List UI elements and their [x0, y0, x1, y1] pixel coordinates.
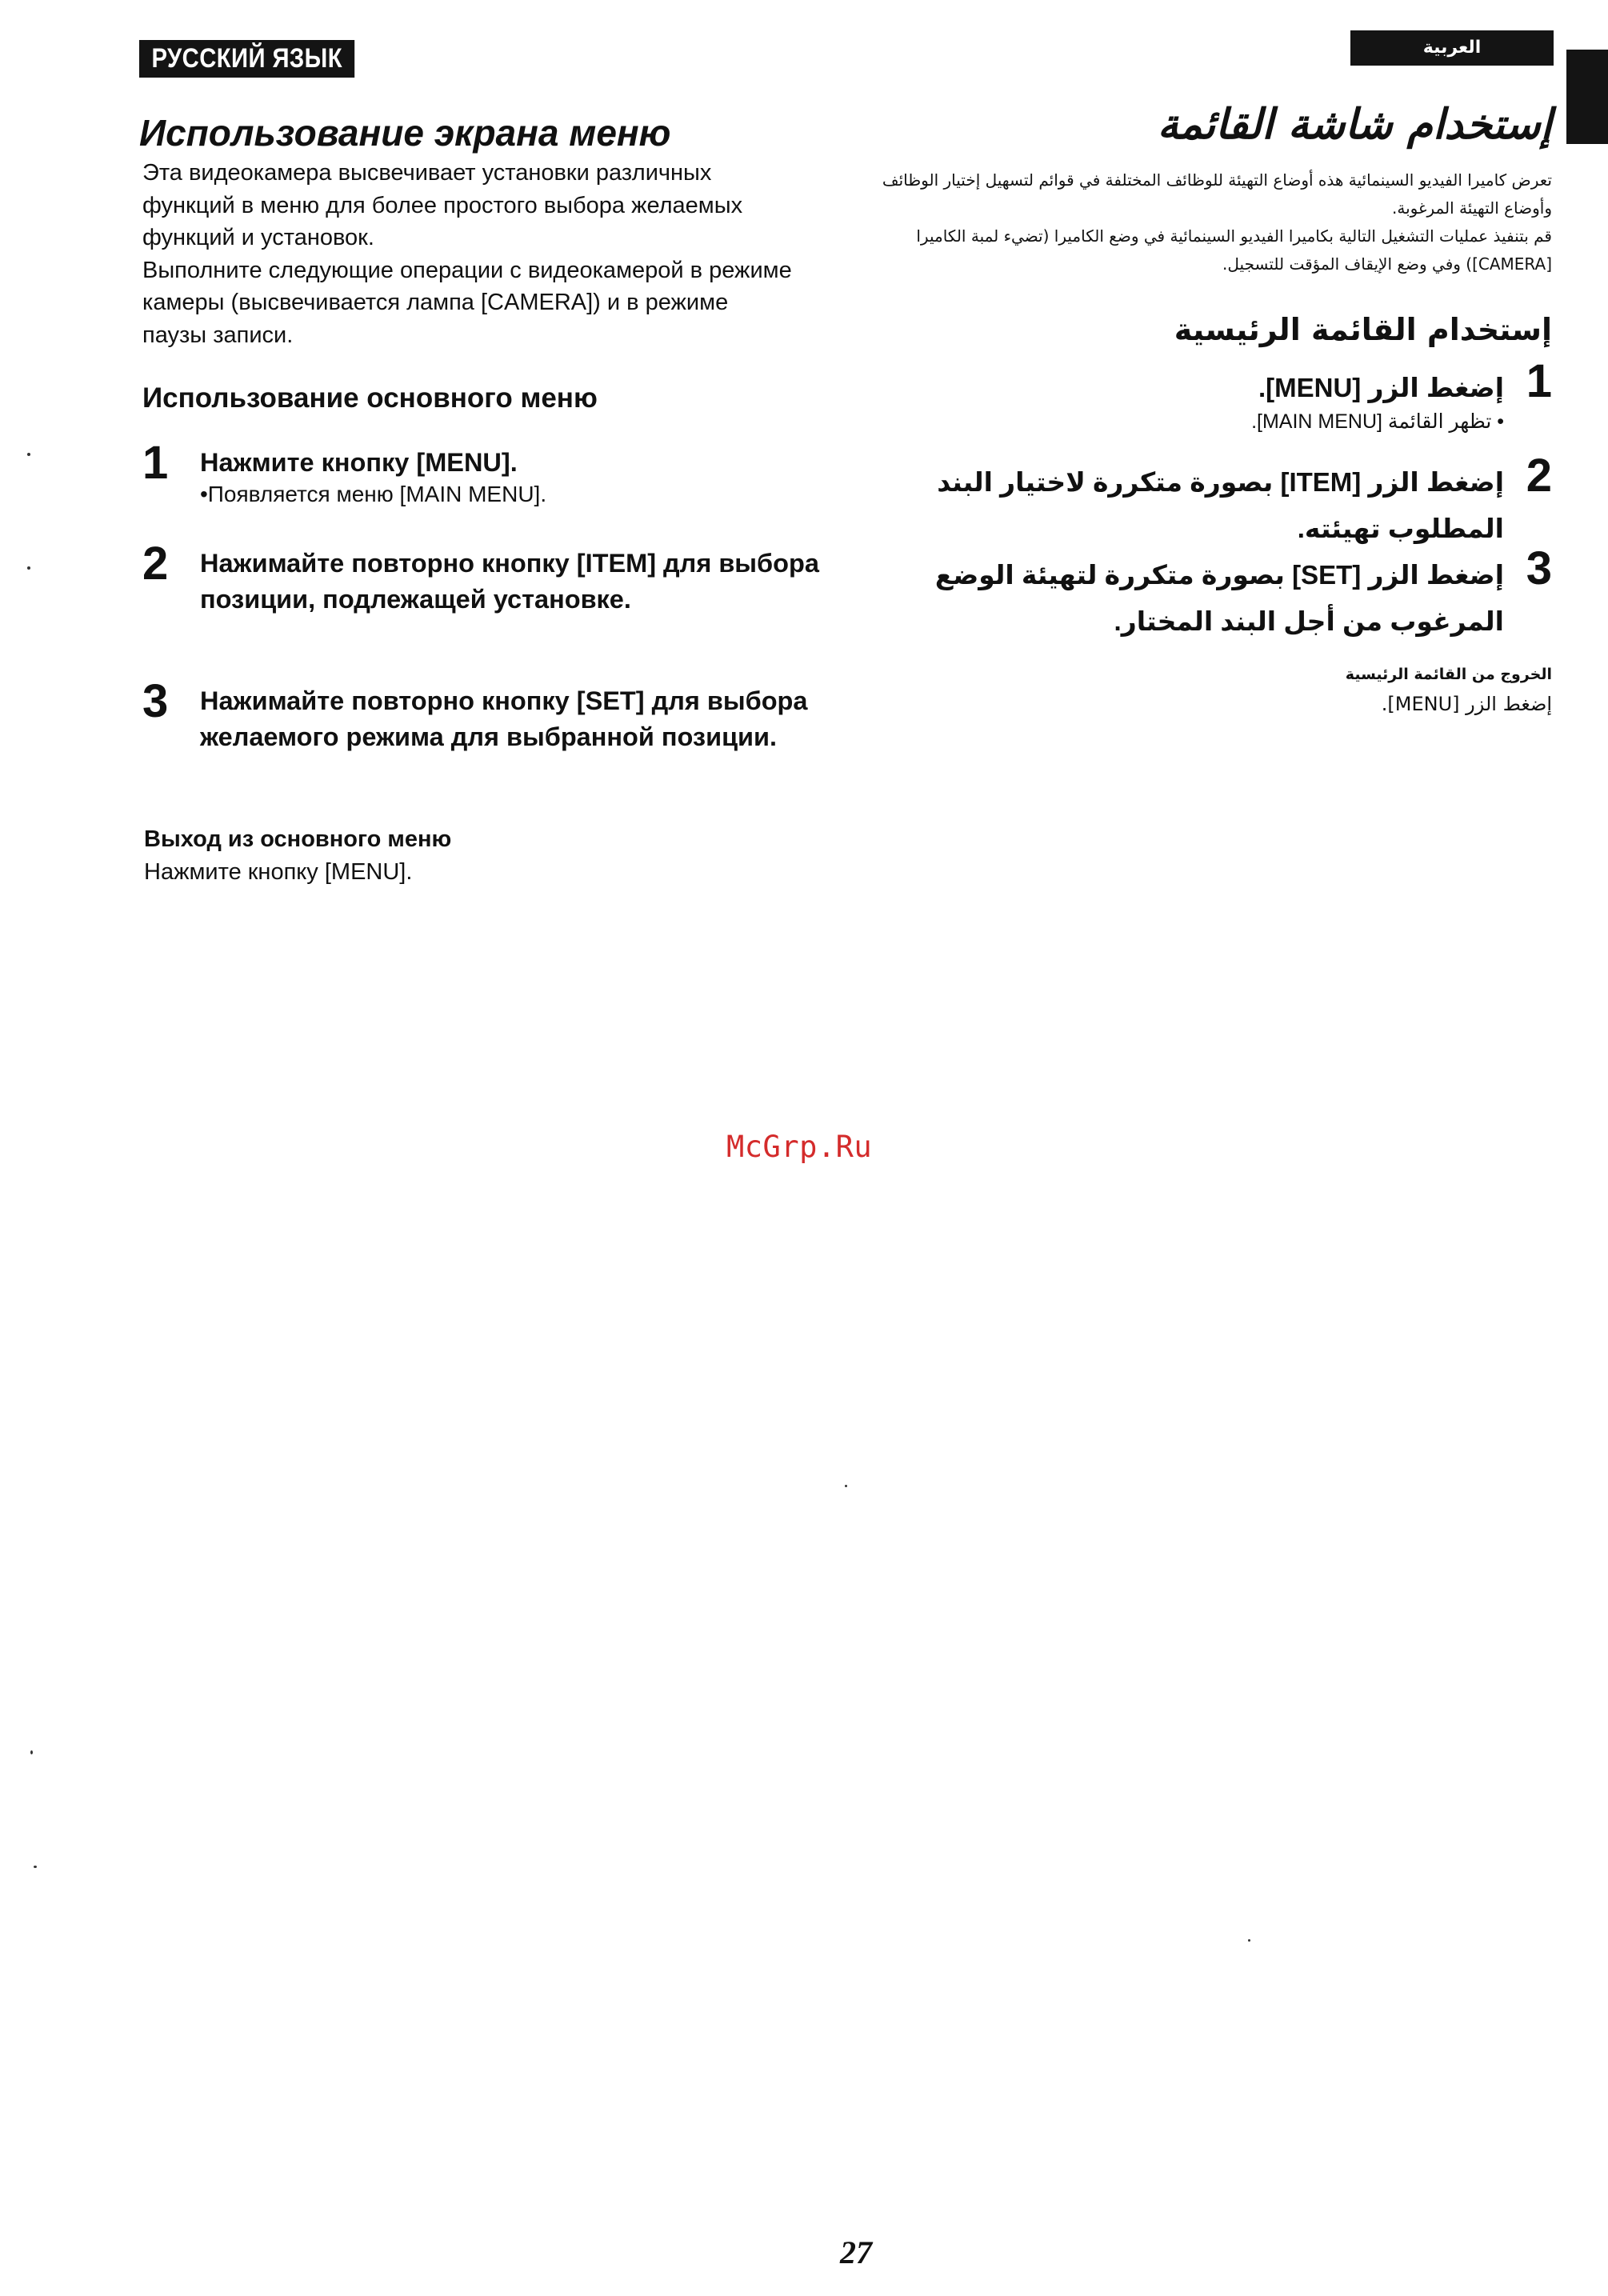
- step-text: إضغط الزر [SET] بصورة متكررة لتهيئة الوضع المرغوب من أجل البند المختار.: [934, 560, 1504, 636]
- step-text: Нажимайте повторно кнопку [SET] для выбора желаемого режима для выбранной позиции.: [200, 686, 808, 751]
- step-number: 3: [142, 675, 169, 727]
- scan-speck: [845, 1485, 847, 1487]
- russian-page-title: Использование экрана меню: [139, 112, 671, 154]
- page-number: 27: [840, 2234, 872, 2270]
- arabic-page-title: إستخدام شاشة القائمة: [1157, 101, 1552, 149]
- scan-speck: [30, 1750, 33, 1754]
- step-number: 1: [1526, 355, 1552, 407]
- step-text: إضغط الزر [MENU].: [1258, 373, 1504, 402]
- step-number: 2: [1526, 450, 1552, 502]
- arabic-intro-paragraph: تعرض كاميرا الفيديو السينمائية هذه أوضاع التهيئة للوظائف المختلفة في قوائم لتسهيل إختيار الوظائف وأوضاع التهيئة المرغوبة.: [882, 170, 1552, 218]
- russian-language-tag: РУССКИЙ ЯЗЫК: [139, 40, 354, 78]
- arabic-subheading: إستخدام القائمة الرئيسية: [1174, 312, 1552, 347]
- scan-speck: [34, 1866, 37, 1868]
- arabic-step-1: [864, 355, 1552, 461]
- step-note: • تظهر القائمة [MAIN MENU].: [1251, 410, 1504, 433]
- arabic-intro: [832, 166, 1552, 278]
- arabic-step-3: [864, 542, 1552, 648]
- step-number: 2: [142, 538, 169, 590]
- step-text: إضغط الزر [ITEM] بصورة متكررة لاختيار البند المطلوب تهيئته.: [937, 467, 1504, 543]
- russian-intro: [142, 157, 798, 351]
- page-edge-tab: [1566, 50, 1608, 144]
- russian-intro-paragraph: Эта видеокамера высвечивает установки различных функций в меню для более простого выбора желаемых функций и установок.: [142, 160, 743, 250]
- scan-speck: [1248, 1939, 1250, 1942]
- arabic-exit-text: إضغط الزر [MENU].: [1381, 693, 1552, 715]
- scan-speck: [27, 566, 30, 570]
- step-number: 3: [1526, 542, 1552, 594]
- step-text: Нажмите кнопку [MENU].: [200, 448, 518, 477]
- watermark: McGrp.Ru: [726, 1130, 873, 1164]
- russian-intro-paragraph: Выполните следующие операции с видеокамерой в режиме камеры (высвечивается лампа [CAMERA]) и в режиме паузы записи.: [142, 257, 792, 348]
- step-number: 1: [142, 437, 169, 489]
- step-text: Нажимайте повторно кнопку [ITEM] для выбора позиции, подлежащей установке.: [200, 549, 819, 614]
- step-note: •Появляется меню [MAIN MENU].: [200, 482, 547, 506]
- arabic-intro-paragraph: قم بتنفيذ عمليات التشغيل التالية بكاميرا الفيديو السينمائية في وضع الكاميرا (تضيء لمبة الكاميرا [CAMERA]) وفي وضع الإيقاف المؤقت للتسجيل.: [916, 226, 1552, 274]
- arabic-language-tag: العربية: [1350, 30, 1554, 66]
- arabic-exit-heading: الخروج من القائمة الرئيسية: [1345, 666, 1552, 683]
- arabic-step-2: [864, 450, 1552, 555]
- scan-speck: [27, 453, 30, 456]
- russian-exit-text: Нажмите кнопку [MENU].: [144, 859, 413, 885]
- russian-subheading: Использование основного меню: [142, 382, 598, 414]
- russian-exit-heading: Выход из основного меню: [144, 826, 452, 852]
